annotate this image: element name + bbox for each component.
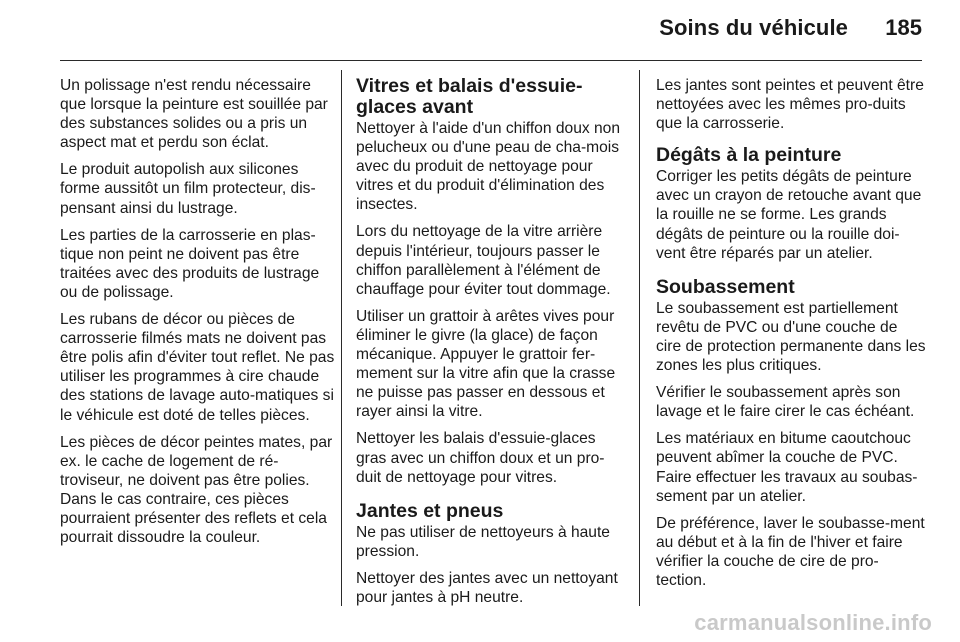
paragraph: Le produit autopolish aux silicones forme aussitôt un film protecteur, dis-pensant ainsi du lustrage. [60,161,316,217]
paragraph: Lors du nettoyage de la vitre arrière depuis l'intérieur, toujours passer le chiffon parallèlement à l'élément de chauffage pour éviter tout dommage. [356,223,611,298]
paragraph: Corriger les petits dégâts de peinture avec un crayon de retouche avant que la rouille ne se forme. Les grands dégâts de peinture ou la rouille doi-vent être réparés par un atelier. [656,168,922,262]
section-heading-underbody: Soubassement [656,275,795,298]
paragraph: Ne pas utiliser de nettoyeurs à haute pression. [356,523,610,560]
page-number: 185 [885,15,922,40]
paragraph: Nettoyer à l'aide d'un chiffon doux non pelucheux ou d'une peau de cha-mois avec du produit de nettoyage pour vitres et du produit d'élimination des insectes. [356,120,621,214]
page-title: Soins du véhicule [659,15,848,40]
paragraph: Les parties de la carrosserie en plas-tique non peint ne doivent pas être traitées avec des produits de lustrage ou de polissage. [60,226,320,301]
column-3 [656,76,926,598]
column-divider-2 [639,70,640,606]
paragraph: Un polissage n'est rendu nécessaire que lorsque la peinture est souillée par des substances solides ou a pris un aspect mat et perdu son éclat. [60,77,328,152]
paragraph: Les pièces de décor peintes mates, par ex. le cache de logement de ré-troviseur, ne doivent pas être polies. Dans le cas contraire, ces pièces pourraient présenter des reflets et cela pourrait dissoudre la couleur. [60,433,333,547]
paragraph: Les rubans de décor ou pièces de carrosserie filmés mats ne doivent pas être polis afin d'éviter tout reflet. Ne pas utiliser les programmes à cire chaude des stations de lavage auto-matiques si le véhicule est doté de telles pièces. [60,311,335,424]
paragraph: Le soubassement est partiellement revêtu de PVC ou d'une couche de cire de protection permanente dans les zones les plus critiques. [656,299,926,375]
page-header [0,0,960,62]
watermark: carmanualsonline.info [694,610,932,635]
paragraph: Les matériaux en bitume caoutchouc peuvent abîmer la couche de PVC. Faire effectuer les travaux au soubas-sement par un atelier. [656,430,918,505]
column-1 [60,76,335,555]
paragraph: Nettoyer les balais d'essuie-glaces gras avec un chiffon doux et un pro-duit de nettoyage pour vitres. [356,430,605,486]
paragraph: Vérifier le soubassement après son lavage et le faire cirer le cas échéant. [656,384,915,421]
header-divider [60,60,922,61]
section-heading-wheels: Jantes et pneus [356,499,504,522]
paragraph: De préférence, laver le soubasse-ment au début et à la fin de l'hiver et faire vérifier la couche de cire de pro-tection. [656,514,925,589]
section-heading-windows: Vitres et balais d'essuie-glaces avant [356,75,583,118]
column-2 [356,76,625,615]
paragraph: Utiliser un grattoir à arêtes vives pour éliminer le givre (la glace) de façon mécanique. Appuyer le grattoir fer-mement sur la vitre afin que la crasse ne puisse pas passer en dessous et rayer ainsi la vitre. [356,307,616,421]
section-heading-paint-damage: Dégâts à la peinture [656,144,842,167]
paragraph: Nettoyer des jantes avec un nettoyant pour jantes à pH neutre. [356,569,618,606]
column-divider-1 [341,70,342,606]
paragraph: Les jantes sont peintes et peuvent être nettoyées avec les mêmes pro-duits que la carrosserie. [656,77,924,133]
